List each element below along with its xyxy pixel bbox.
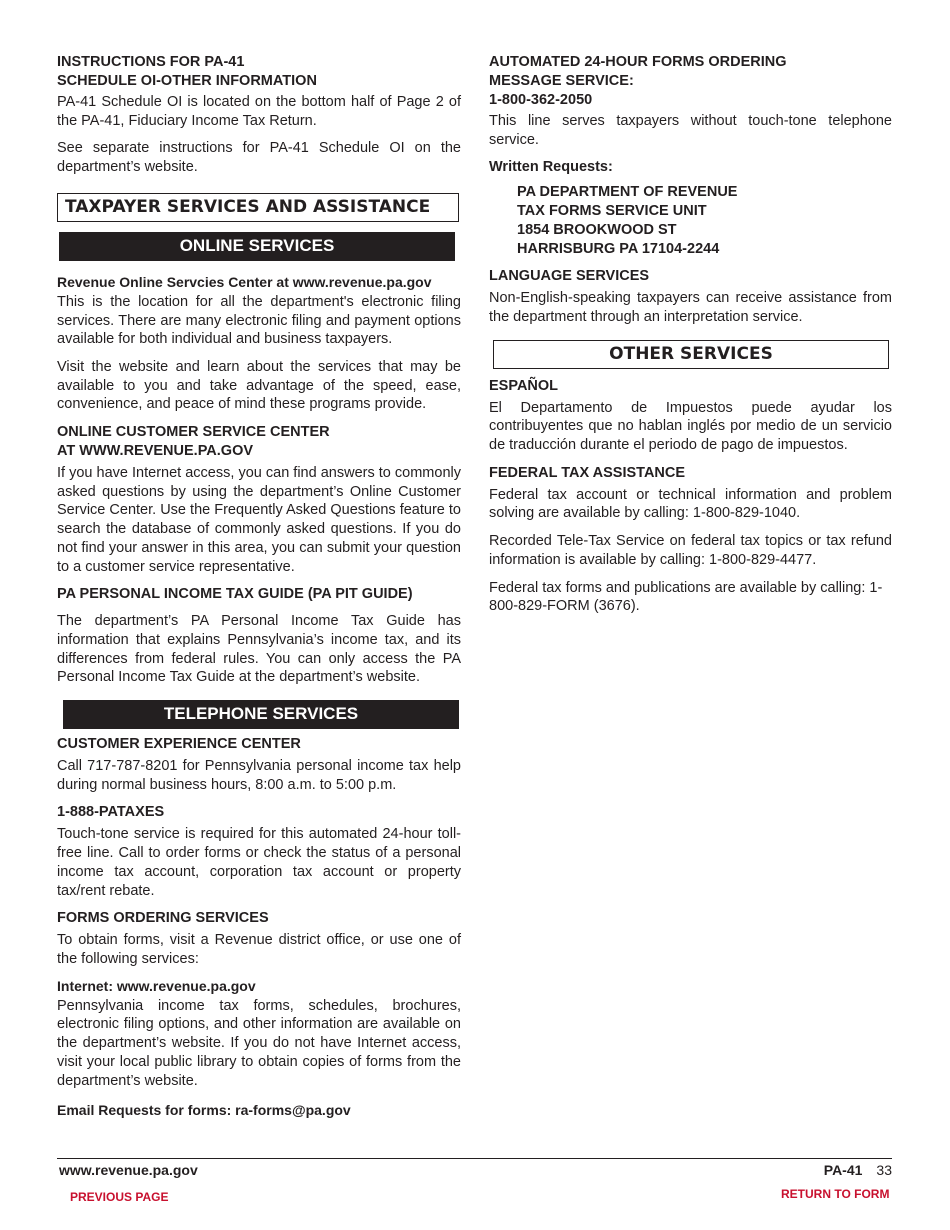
language-services-paragraph: Non-English-speaking taxpayers can receive assistance from the department through an interpretation service. [489,290,892,325]
written-requests-heading: Written Requests: [489,159,613,176]
customer-experience-heading: CUSTOMER EXPERIENCE CENTER [57,736,301,753]
instructions-heading: INSTRUCTIONS FOR PA-41 SCHEDULE OI-OTHER INFORMATION [57,54,317,89]
federal-tax-paragraph-1: Federal tax account or technical information and problem solving are available by calling: 1-800-829-1040. [489,486,892,522]
customer-experience-paragraph: Call 717-787-8201 for Pennsylvania personal income tax help during normal business hours, 8:00 a.m. to 5:00 p.m. [57,758,461,793]
other-services-box-title: OTHER SERVICES [493,340,889,369]
espanol-heading: ESPAÑOL [489,377,559,394]
instructions-paragraph-1: PA-41 Schedule OI is located on the bottom half of Page 2 of the PA-41, Fiduciary Income Tax Return. [57,94,461,129]
pit-guide-heading: PA PERSONAL INCOME TAX GUIDE (PA PIT GUIDE) [57,586,413,603]
espanol-paragraph: El Departamento de Impuestos puede ayudar los contribuyentes que no hablan inglés por medio de un servicio de traducción durante el periodo de pago de impuestos. [489,399,892,454]
online-services-bar: ONLINE SERVICES [59,232,455,261]
pataxes-paragraph: Touch-tone service is required for this automated 24-hour toll-free line. Call to order forms or check the status of a personal income tax account, corporation tax account or property tax/rent rebate. [57,826,461,899]
telephone-services-bar: TELEPHONE SERVICES [63,700,459,729]
forms-ordering-paragraph: To obtain forms, visit a Revenue district office, or use one of the following services: [57,932,461,967]
pit-guide-paragraph: The department’s PA Personal Income Tax Guide has information that explains Pennsylvania’s income tax, and its differences from federal rules. You can only access the PA Personal Income Tax Guide at the department’s website. [57,613,461,686]
federal-tax-paragraph-3: Federal tax forms and publications are available by calling: 1-800-829-FORM (3676). [489,579,883,615]
right-column [489,53,892,625]
online-paragraph-1: This is the location for all the department's electronic filing services. There are many electronic filing and payment options available for both individual and business taxpayers. [57,293,461,348]
automated-ordering-heading: AUTOMATED 24-HOUR FORMS ORDERING MESSAGE SERVICE: 1-800-362-2050 [489,54,787,108]
taxpayer-services-box-title: TAXPAYER SERVICES AND ASSISTANCE [57,193,459,222]
pataxes-heading: 1-888-PATAXES [57,804,165,821]
online-center-heading: Revenue Online Servcies Center at www.revenue.pa.gov [57,273,432,290]
internet-heading: Internet: www.revenue.pa.gov [57,977,256,994]
footer-form-page [824,1162,892,1178]
automated-ordering-paragraph: This line serves taxpayers without touch-tone telephone service. [489,113,892,148]
internet-paragraph: Pennsylvania income tax forms, schedules, brochures, electronic filing options, and other information are available on the department’s website. If you do not have Internet access, visit your local public library to obtain copies of forms from the department’s website. [57,997,461,1089]
ocsc-paragraph: If you have Internet access, you can find answers to commonly asked questions by using the department’s Online Customer Service Center. Use the Frequently Asked Questions feature to search the database of commonly asked questions. If you do not find your answer in this area, you can submit your question to a customer service representative. [57,465,461,575]
instructions-paragraph-2: See separate instructions for PA-41 Schedule OI on the department’s website. [57,140,461,176]
email-requests-heading: Email Requests for forms: ra-forms@pa.gov [57,1102,351,1119]
online-paragraph-2: Visit the website and learn about the services that may be available to you and take advantage of the speed, ease, convenience, and peace of mind these programs provide. [57,358,461,413]
left-column [57,53,461,1121]
language-services-heading: LANGUAGE SERVICES [489,268,650,285]
previous-page-link[interactable]: PREVIOUS PAGE [70,1190,169,1204]
footer-rule [57,1158,892,1159]
return-to-form-link[interactable]: RETURN TO FORM [781,1187,890,1201]
page-number: 33 [876,1162,892,1178]
footer-website: www.revenue.pa.gov [59,1162,198,1178]
forms-ordering-heading: FORMS ORDERING SERVICES [57,910,269,927]
footer-form-name: PA-41 [823,1162,863,1178]
ocsc-heading: ONLINE CUSTOMER SERVICE CENTER AT WWW.REVENUE.PA.GOV [57,424,330,460]
mailing-address: PA DEPARTMENT OF REVENUE TAX FORMS SERVICE UNIT 1854 BROOKWOOD ST HARRISBURG PA 17104-2244 [517,184,738,257]
federal-tax-paragraph-2: Recorded Tele-Tax Service on federal tax topics or tax refund information is available by calling: 1-800-829-4477. [489,533,892,568]
federal-tax-heading: FEDERAL TAX ASSISTANCE [489,464,686,481]
